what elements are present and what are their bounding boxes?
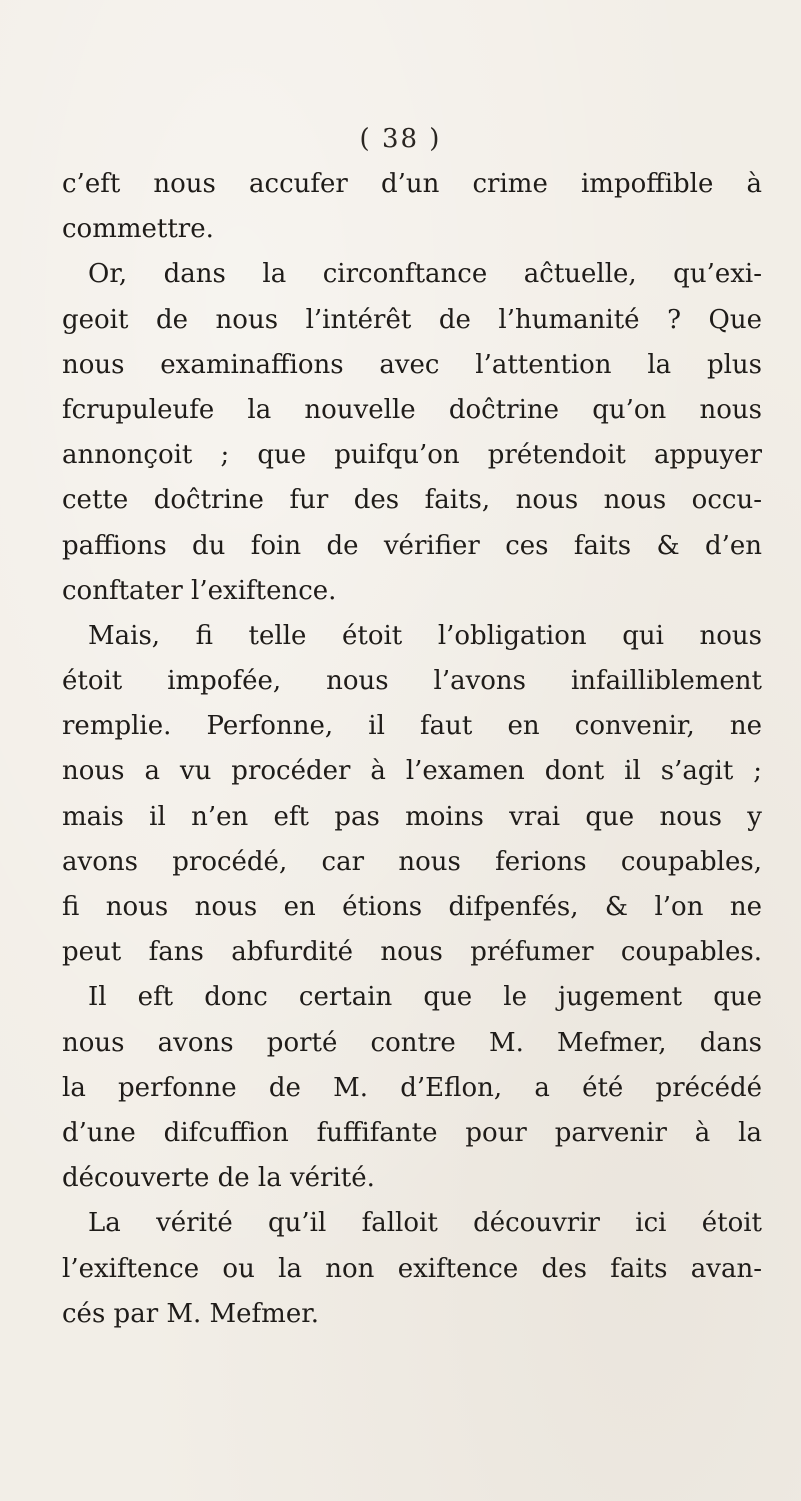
body-text — [62, 162, 762, 1337]
text-line: nous a vu procéder à l’examen dont il s’agit ; — [62, 756, 762, 787]
text-line: peut fans abfurdité nous préfumer coupables. — [62, 937, 762, 968]
text-line: Or, dans la circonftance aĉtuelle, qu’exi- — [88, 259, 762, 290]
text-line: nous avons porté contre M. Mefmer, dans — [62, 1027, 762, 1058]
text-line: c’eft nous accufer d’un crime impoffible à — [62, 169, 762, 199]
text-line: avons procédé, car nous ferions coupables, — [62, 846, 762, 877]
text-line: conftater l’exiftence. — [62, 575, 337, 606]
text-line: mais il n’en eft pas moins vrai que nous y — [62, 801, 762, 832]
text-line: geoit de nous l’intérêt de l’humanité ? Que — [62, 304, 762, 335]
text-line: la perfonne de M. d’Eflon, a été précédé — [62, 1072, 762, 1103]
text-line: Mais, fi telle étoit l’obligation qui nous — [88, 620, 762, 651]
text-line: étoit impofée, nous l’avons infailliblement — [62, 666, 762, 697]
text-line: annonçoit ; que puifqu’on prétendoit appuyer — [62, 440, 762, 471]
text-line: Il eft donc certain que le jugement que — [88, 982, 762, 1013]
page-number: ( 38 ) — [359, 124, 442, 154]
text-line: fi nous nous en étions difpenfés, & l’on ne — [62, 892, 762, 922]
text-line: La vérité qu’il falloit découvrir ici étoit — [88, 1208, 762, 1239]
text-line: cette doĉtrine fur des faits, nous nous occu- — [62, 485, 762, 516]
text-line: découverte de la vérité. — [62, 1163, 375, 1194]
text-line: commettre. — [62, 214, 214, 245]
text-line: l’exiftence ou la non exiftence des faits avan- — [62, 1253, 762, 1284]
text-line: fcrupuleufe la nouvelle doĉtrine qu’on nous — [62, 394, 762, 425]
text-line: d’une difcuffion fuffifante pour parvenir à la — [62, 1117, 762, 1148]
text-line: cés par M. Mefmer. — [62, 1298, 320, 1329]
text-line: paffions du foin de vérifier ces faits & d’en — [62, 530, 762, 561]
text-line: nous examinaffions avec l’attention la plus — [62, 349, 762, 380]
text-line: remplie. Perfonne, il faut en convenir, ne — [62, 711, 762, 742]
